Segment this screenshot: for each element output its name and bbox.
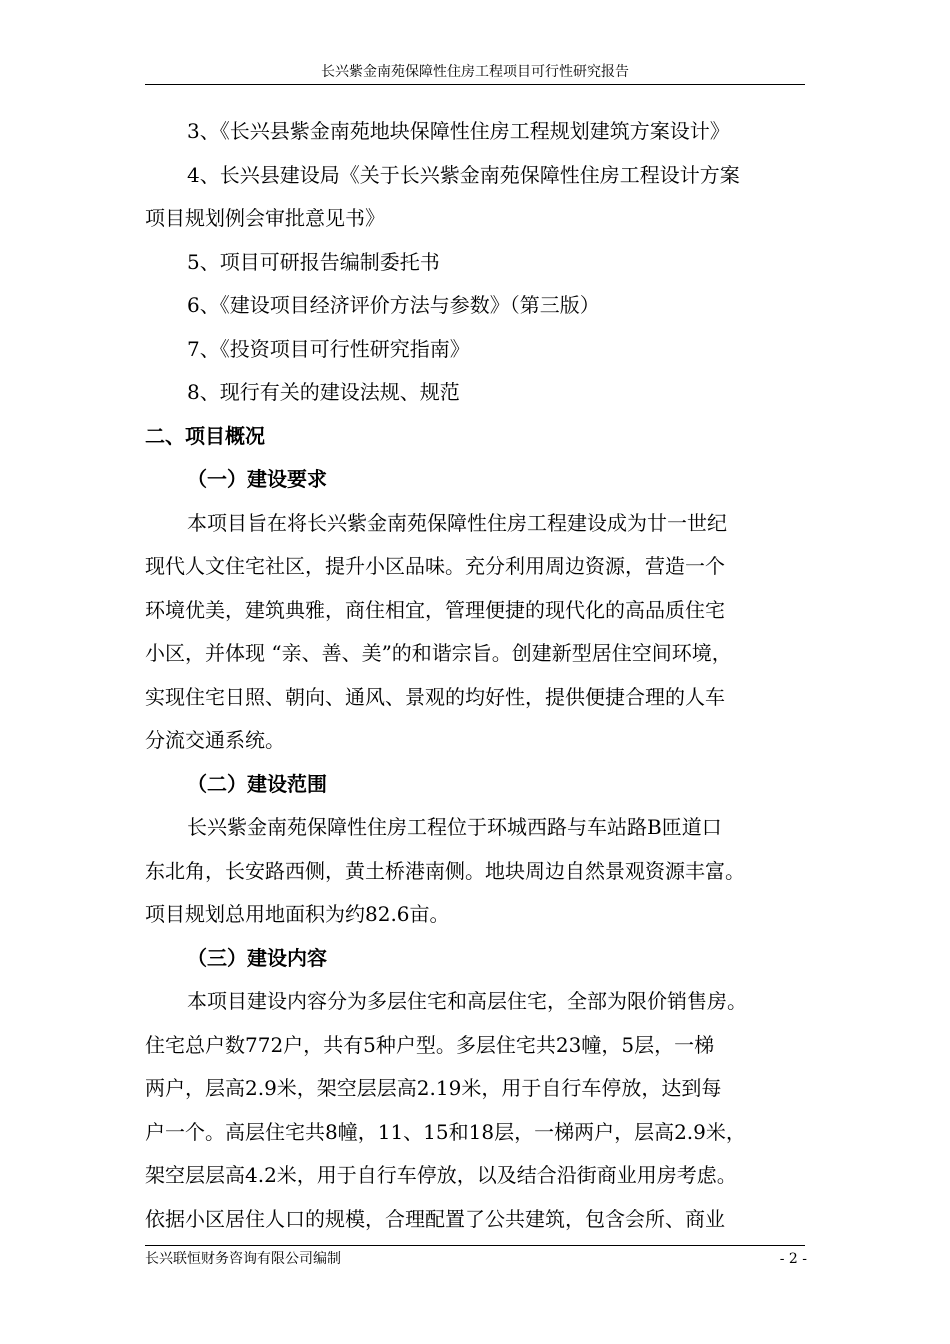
page-number: - 2 -: [779, 1251, 807, 1267]
body-text-line: 分流交通系统。: [145, 728, 285, 752]
body-text-line: 依据小区居住人口的规模，合理配置了公共建筑，包含会所、商业: [145, 1206, 725, 1231]
body-text-line: 东北角，长安路西侧，黄土桥港南侧。地块周边自然景观资源丰富。: [145, 858, 745, 883]
body-text-line: 3、《长兴县紫金南苑地块保障性住房工程规划建筑方案设计》: [187, 119, 730, 143]
body-text-line: 项目规划总用地面积为约82.6亩。: [145, 902, 450, 926]
body-text-line: 8、现行有关的建设法规、规范: [187, 380, 460, 404]
section-heading: （一）建设要求: [187, 467, 327, 491]
body-text-line: 4、长兴县建设局《关于长兴紫金南苑保障性住房工程设计方案: [187, 162, 740, 187]
body-text-line: 长兴紫金南苑保障性住房工程位于环城西路与车站路B匝道口: [187, 815, 722, 839]
body-text-line: 小区，并体现 “亲、善、美”的和谐宗旨。创建新型居住空间环境，: [145, 641, 732, 665]
body-text-line: 两户，层高2.9米，架空层层高2.19米，用于自行车停放，达到每: [145, 1076, 722, 1100]
body-text-line: 架空层层高4.2米，用于自行车停放，以及结合沿街商业用房考虑。: [145, 1163, 737, 1187]
body-text-line: 实现住宅日照、朝向、通风、景观的均好性，提供便捷合理的人车: [145, 684, 725, 709]
section-heading: （二）建设范围: [187, 771, 327, 796]
body-text-line: 本项目建设内容分为多层住宅和高层住宅，全部为限价销售房。: [187, 989, 747, 1013]
document-body: [145, 110, 807, 1241]
footer-divider: [145, 1245, 805, 1246]
page-header-title: 长兴紫金南苑保障性住房工程项目可行性研究报告: [321, 64, 629, 80]
body-text-line: 现代人文住宅社区，提升小区品味。充分利用周边资源，营造一个: [145, 554, 725, 578]
body-text-line: 住宅总户数772户，共有5种户型。多层住宅共23幢，5层，一梯: [145, 1032, 715, 1057]
body-text-line: 户一个。高层住宅共8幢，11、15和18层，一梯两户，层高2.9米，: [145, 1119, 746, 1144]
body-text-line: 5、项目可研报告编制委托书: [187, 249, 440, 274]
footer-company: 长兴联恒财务咨询有限公司编制: [145, 1251, 341, 1267]
body-text-line: 7、《投资项目可行性研究指南》: [187, 336, 470, 361]
section-heading: （三）建设内容: [187, 945, 327, 970]
body-text-line: 项目规划例会审批意见书》: [145, 206, 385, 230]
body-text-line: 环境优美，建筑典雅，商住相宜，管理便捷的现代化的高品质住宅: [145, 597, 725, 622]
body-text-line: 本项目旨在将长兴紫金南苑保障性住房工程建设成为廿一世纪: [187, 510, 727, 535]
header-divider: [145, 84, 805, 85]
body-text-line: 6、《建设项目经济评价方法与参数》（第三版）: [187, 293, 600, 317]
section-heading: 二、项目概况: [145, 423, 265, 448]
